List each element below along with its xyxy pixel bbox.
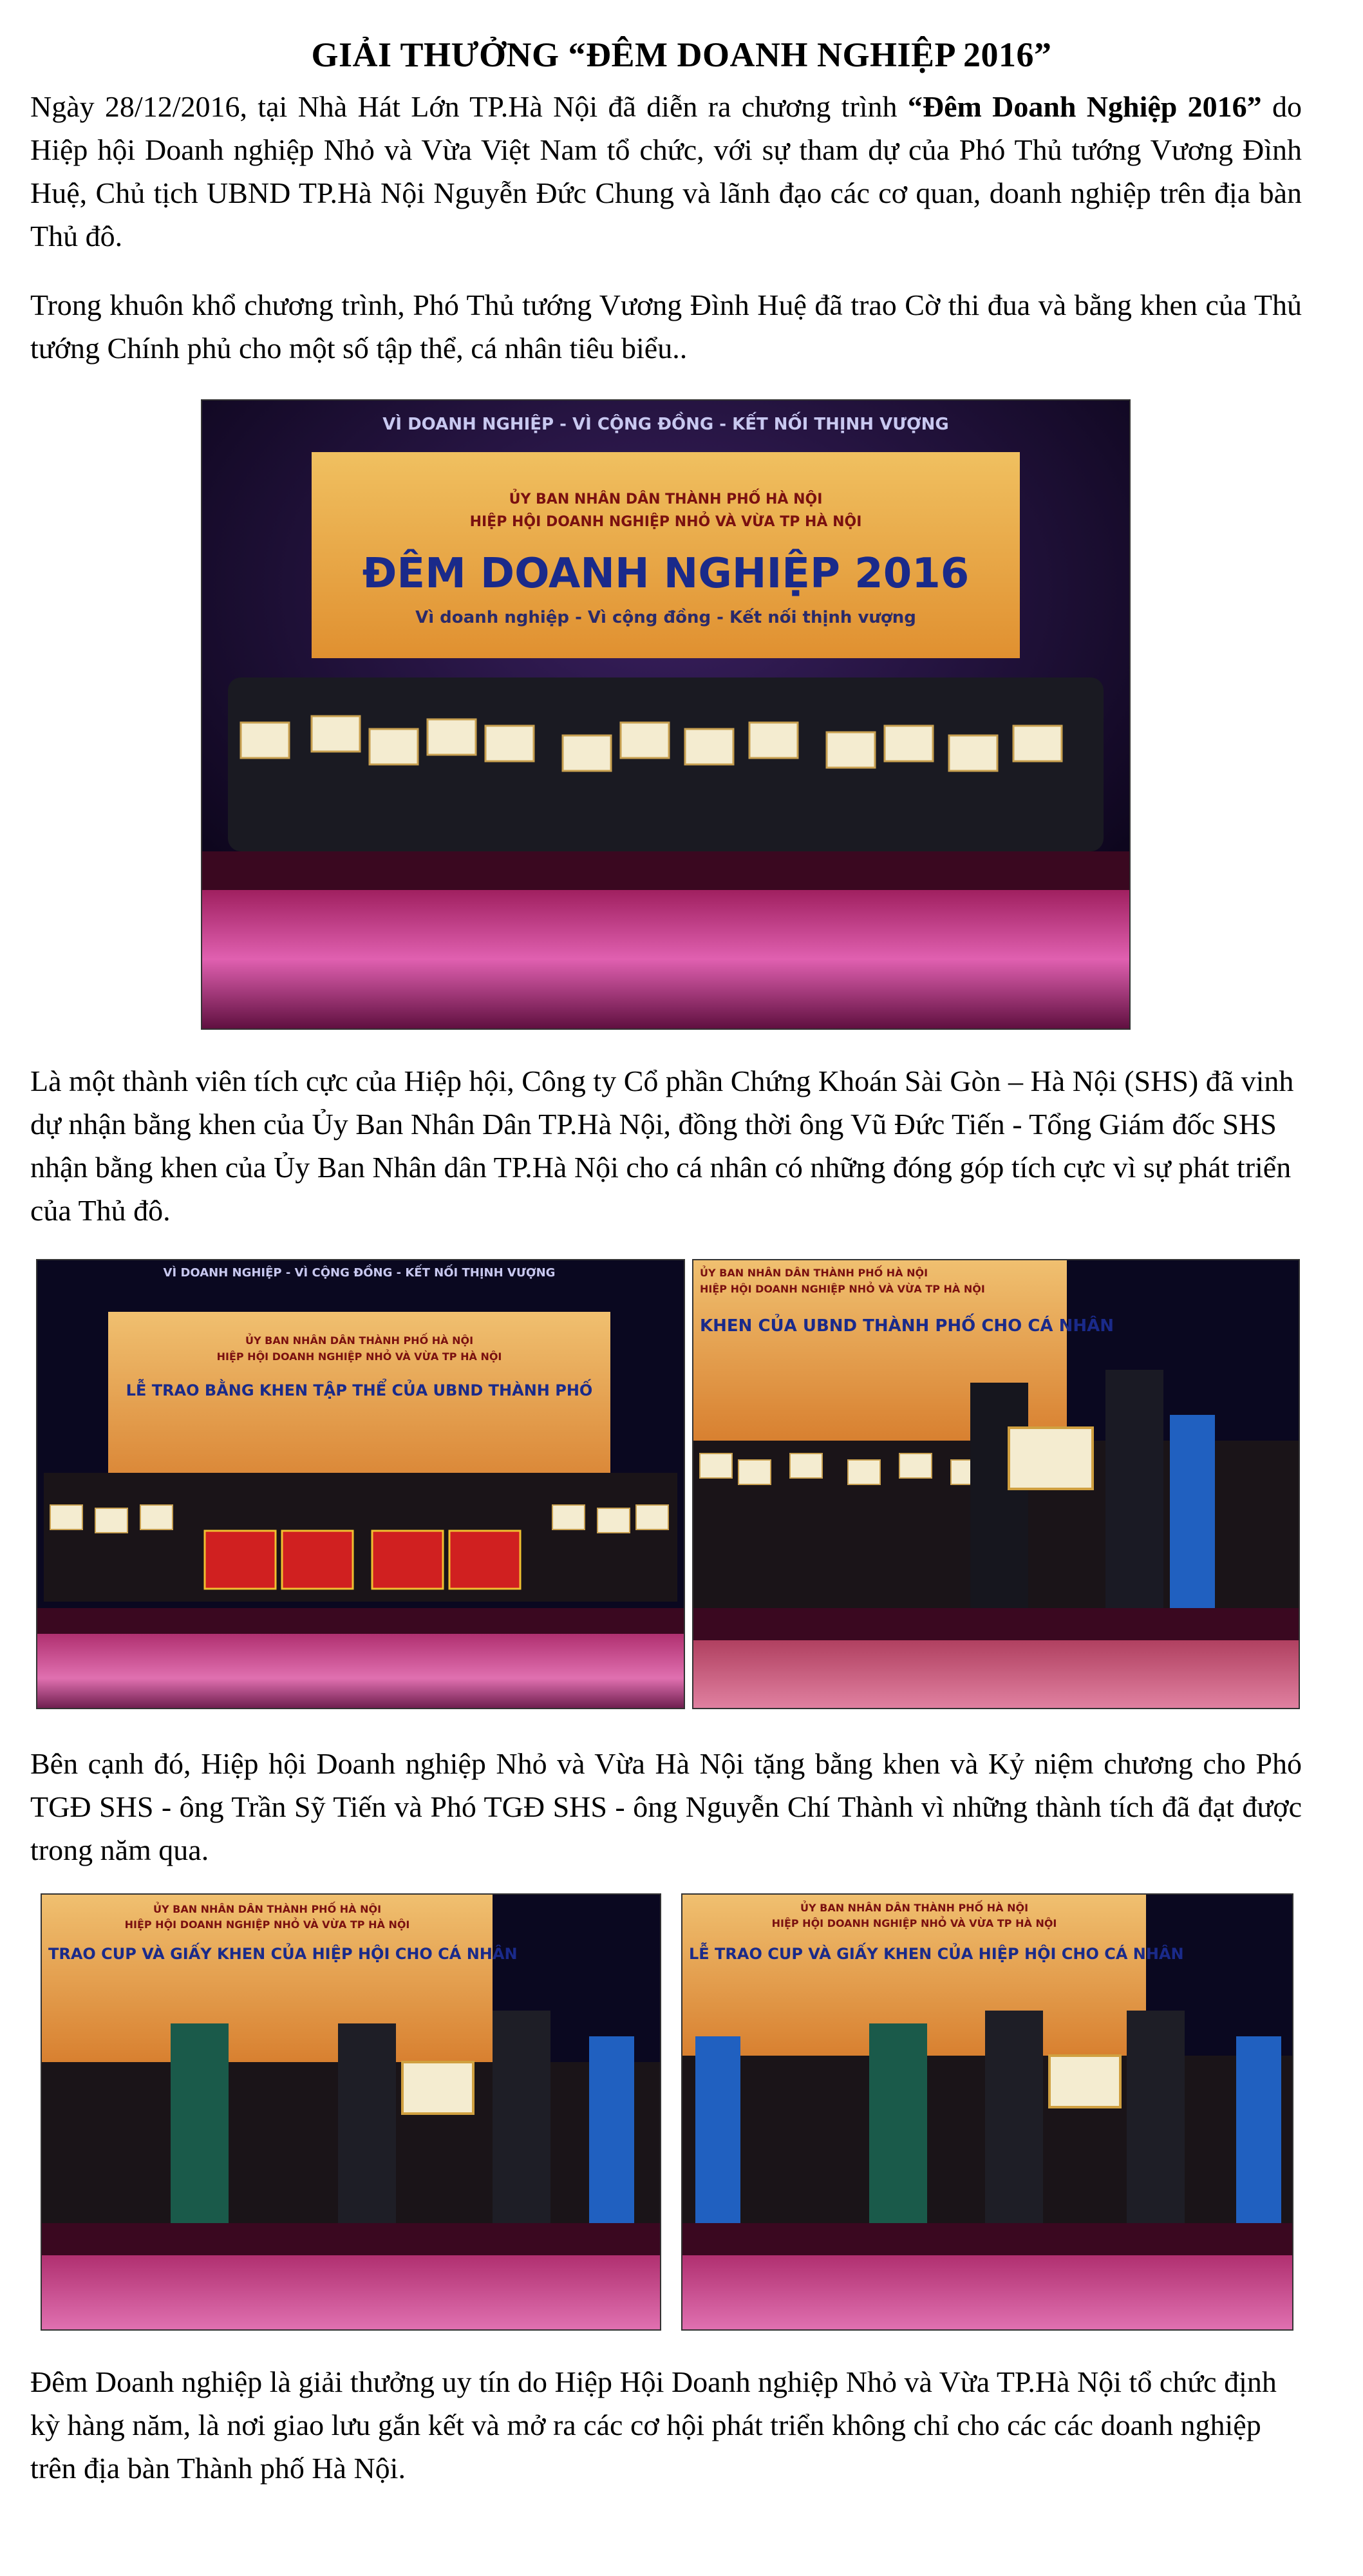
paragraph-closing: Đêm Doanh nghiệp là giải thưởng uy tín do Hiệp Hội Doanh nghiệp Nhỏ và Vừa TP.Hà Nội tổ chức định kỳ hàng năm, là nơi giao lưu gắn kết và mở ra các cơ hội phát triển không chỉ cho các các doanh nghiệp trên địa bàn Thành phố Hà Nội. (30, 2365, 1277, 2485)
photo5-org1: ỦY BAN NHÂN DÂN THÀNH PHỐ HÀ NỘI (800, 1902, 1029, 1914)
event-name-bold: “Đêm Doanh Nghiệp 2016” (907, 90, 1262, 123)
intro-text-start: Ngày 28/12/2016, tại Nhà Hát Lớn TP.Hà Nội đã diễn ra chương trình (30, 90, 908, 123)
photo5-org2: HIỆP HỘI DOANH NGHIỆP NHỎ VÀ VỪA TP HÀ NỘI (771, 1917, 1057, 1929)
photo2-slogan-top: VÌ DOANH NGHIỆP - VÌ CỘNG ĐỒNG - KẾT NỐI THỊNH VƯỢNG (163, 1266, 556, 1280)
paragraph-award: Trong khuôn khổ chương trình, Phó Thủ tướng Vương Đình Huệ đã trao Cờ thi đua và bằng khen của Thủ tướng Chính phủ cho một số tập thể, cá nhân tiêu biểu.. (30, 289, 1302, 365)
photo1-slogan-top: VÌ DOANH NGHIỆP - VÌ CỘNG ĐỒNG - KẾT NỐI THỊNH VƯỢNG (382, 415, 949, 434)
photo1-org2: HIỆP HỘI DOANH NGHIỆP NHỎ VÀ VỪA TP HÀ NỘI (469, 514, 862, 530)
photo3-caption: KHEN CỦA UBND THÀNH PHỐ CHO CÁ NHÂN (700, 1316, 1114, 1336)
photo2-org1: ỦY BAN NHÂN DÂN THÀNH PHỐ HÀ NỘI (245, 1334, 474, 1347)
photo4-caption: TRAO CUP VÀ GIẤY KHEN CỦA HIỆP HỘI CHO CÁ NHÂN (48, 1945, 518, 1963)
photo-group-stage-image (202, 401, 1129, 1028)
photo2-caption: LỄ TRAO BẰNG KHEN TẬP THỂ CỦA UBND THÀNH PHỐ (126, 1381, 593, 1399)
photo5-caption: LỄ TRAO CUP VÀ GIẤY KHEN CỦA HIỆP HỘI CHO CÁ NHÂN (689, 1945, 1184, 1963)
intro-text-end: do Hiệp hội Doanh nghiệp Nhỏ và Vừa Việt Nam tổ chức, với sự tham dự của Phó Thủ tướng Vương Đình Huệ, Chủ tịch UBND TP.Hà Nội Nguyễn Đức Chung và lãnh đạo các cơ quan, doanh nghiệp trên địa bàn Thủ đô. (30, 90, 1302, 252)
photo1-slogan: Vì doanh nghiệp - Vì cộng đồng - Kết nối thịnh vượng (415, 608, 916, 627)
photo-deputy-ceo-award-2-image (682, 1895, 1292, 2329)
photo-group-stage (201, 399, 1131, 1030)
photo1-event-title: ĐÊM DOANH NGHIỆP 2016 (362, 550, 970, 598)
photo-deputy-ceo-award-1-image (42, 1895, 660, 2329)
photo-individual-award-ceo (692, 1259, 1300, 1709)
paragraph-intro (30, 85, 1302, 258)
photo-deputy-ceo-award-2 (681, 1893, 1293, 2331)
photo1-org1: ỦY BAN NHÂN DÂN THÀNH PHỐ HÀ NỘI (509, 491, 823, 507)
photo3-org1: ỦY BAN NHÂN DÂN THÀNH PHỐ HÀ NỘI (700, 1267, 928, 1279)
photo4-org2: HIỆP HỘI DOANH NGHIỆP NHỎ VÀ VỪA TP HÀ NỘI (124, 1918, 410, 1931)
photo3-org2: HIỆP HỘI DOANH NGHIỆP NHỎ VÀ VỪA TP HÀ NỘI (700, 1283, 985, 1295)
photo2-org2: HIỆP HỘI DOANH NGHIỆP NHỎ VÀ VỪA TP HÀ NỘI (216, 1350, 502, 1363)
photo4-org1: ỦY BAN NHÂN DÂN THÀNH PHỐ HÀ NỘI (153, 1903, 382, 1915)
photo-collective-award (36, 1259, 685, 1709)
photo-individual-award-ceo-image (693, 1260, 1299, 1708)
paragraph-association-award: Bên cạnh đó, Hiệp hội Doanh nghiệp Nhỏ và Vừa Hà Nội tặng bằng khen và Kỷ niệm chương cho Phó TGĐ SHS - ông Trần Sỹ Tiến và Phó TGĐ SHS - ông Nguyễn Chí Thành vì những thành tích đã đạt được trong năm qua. (30, 1747, 1302, 1866)
paragraph-shs-award: Là một thành viên tích cực của Hiệp hội, Công ty Cổ phần Chứng Khoán Sài Gòn – Hà Nội (SHS) đã vinh dự nhận bằng khen của Ủy Ban Nhân Dân TP.Hà Nội, đồng thời ông Vũ Đức Tiến - Tổng Giám đốc SHS nhận bằng khen của Ủy Ban Nhân dân TP.Hà Nội cho cá nhân có những đóng góp tích cực vì sự phát triển của Thủ đô. (30, 1065, 1294, 1227)
photo-collective-award-image (37, 1260, 684, 1708)
page-title: GIẢI THƯỞNG “ĐÊM DOANH NGHIỆP 2016” (311, 35, 1052, 75)
photo-deputy-ceo-award-1 (41, 1893, 661, 2331)
